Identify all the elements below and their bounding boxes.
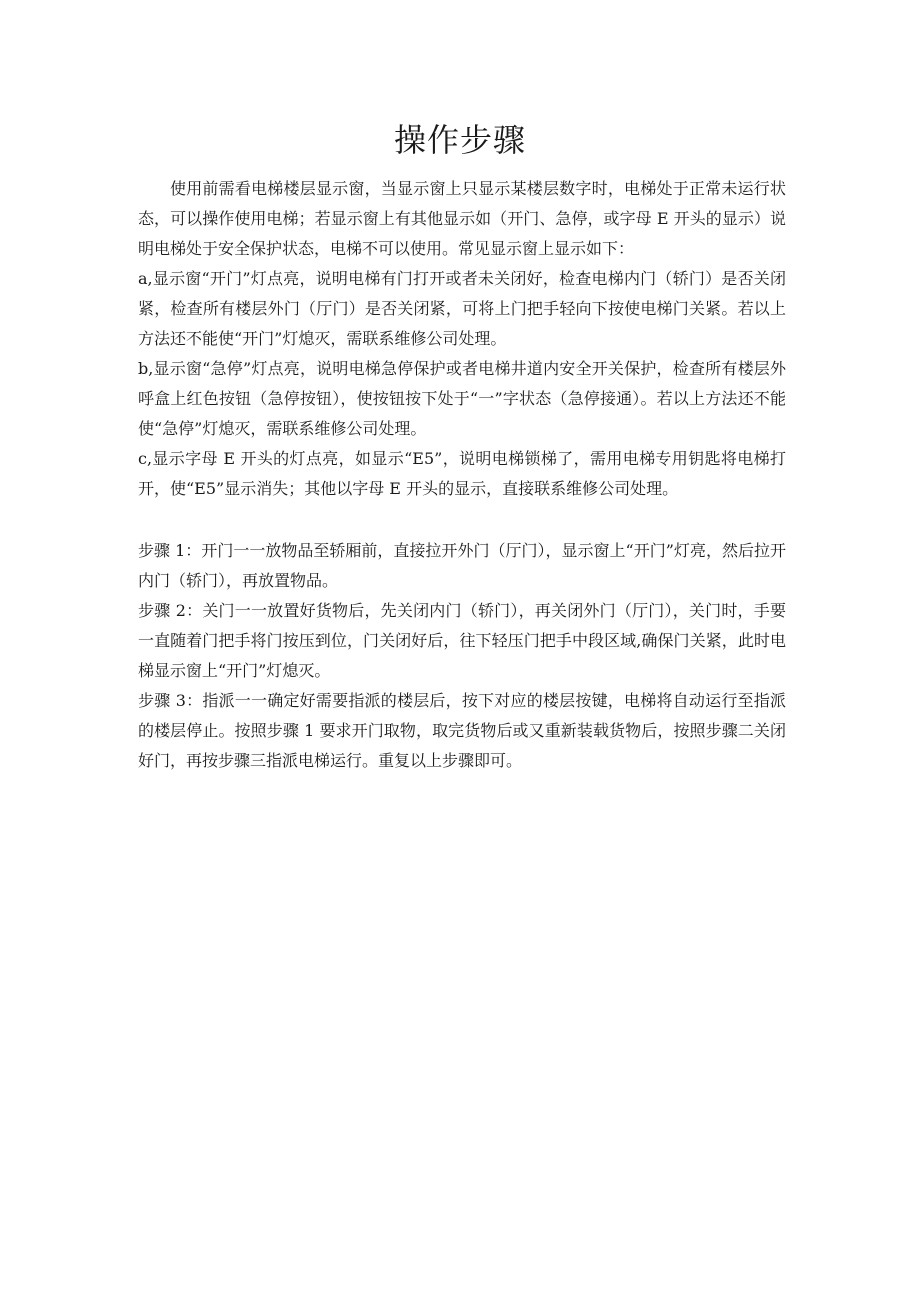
section-spacer — [138, 504, 786, 536]
item-b-paragraph: b,显示窗“急停”灯点亮，说明电梯急停保护或者电梯井道内安全开关保护，检查所有楼层外呼盒上红色按钮（急停按钮），使按钮按下处于“一”字状态（急停接通）。若以上方法还不能使“急停”灯熄灭，需联系维修公司处理。 — [138, 359, 786, 438]
step-2-paragraph: 步骤 2：关门一一放置好货物后，先关闭内门（轿门），再关闭外门（厅门），关门时，手要一直随着门把手将门按压到位，门关闭好后，往下轻压门把手中段区域,确保门关紧，此时电梯显示窗上“开门”灯熄灭。 — [138, 601, 786, 680]
item-c-paragraph: c,显示字母 E 开头的灯点亮，如显示“E5”，说明电梯锁梯了，需用电梯专用钥匙将电梯打开，使“E5”显示消失；其他以字母 E 开头的显示，直接联系维修公司处理。 — [138, 449, 786, 498]
intro-paragraph: 使用前需看电梯楼层显示窗，当显示窗上只显示某楼层数字时，电梯处于正常未运行状态，可以操作使用电梯；若显示窗上有其他显示如（开门、急停，或字母 E 开头的显示）说明电梯处于安全保护状态，电梯不可以使用。常见显示窗上显示如下： — [138, 179, 786, 258]
step-3-paragraph: 步骤 3：指派一一确定好需要指派的楼层后，按下对应的楼层按键，电梯将自动运行至指派的楼层停止。按照步骤 1 要求开门取物，取完货物后或又重新装载货物后，按照步骤二关闭好门，再按步骤三指派电梯运行。重复以上步骤即可。 — [138, 691, 786, 770]
document-body — [138, 174, 786, 776]
step-1-paragraph: 步骤 1：开门一一放物品至轿厢前，直接拉开外门（厅门），显示窗上“开门”灯亮，然后拉开内门（轿门），再放置物品。 — [138, 541, 786, 590]
page-title: 操作步骤 — [393, 121, 526, 159]
item-a-paragraph: a,显示窗“开门”灯点亮，说明电梯有门打开或者未关闭好，检查电梯内门（轿门）是否关闭紧，检查所有楼层外门（厅门）是否关闭紧，可将上门把手轻向下按使电梯门关紧。若以上方法还不能使“开门”灯熄灭，需联系维修公司处理。 — [138, 269, 786, 348]
